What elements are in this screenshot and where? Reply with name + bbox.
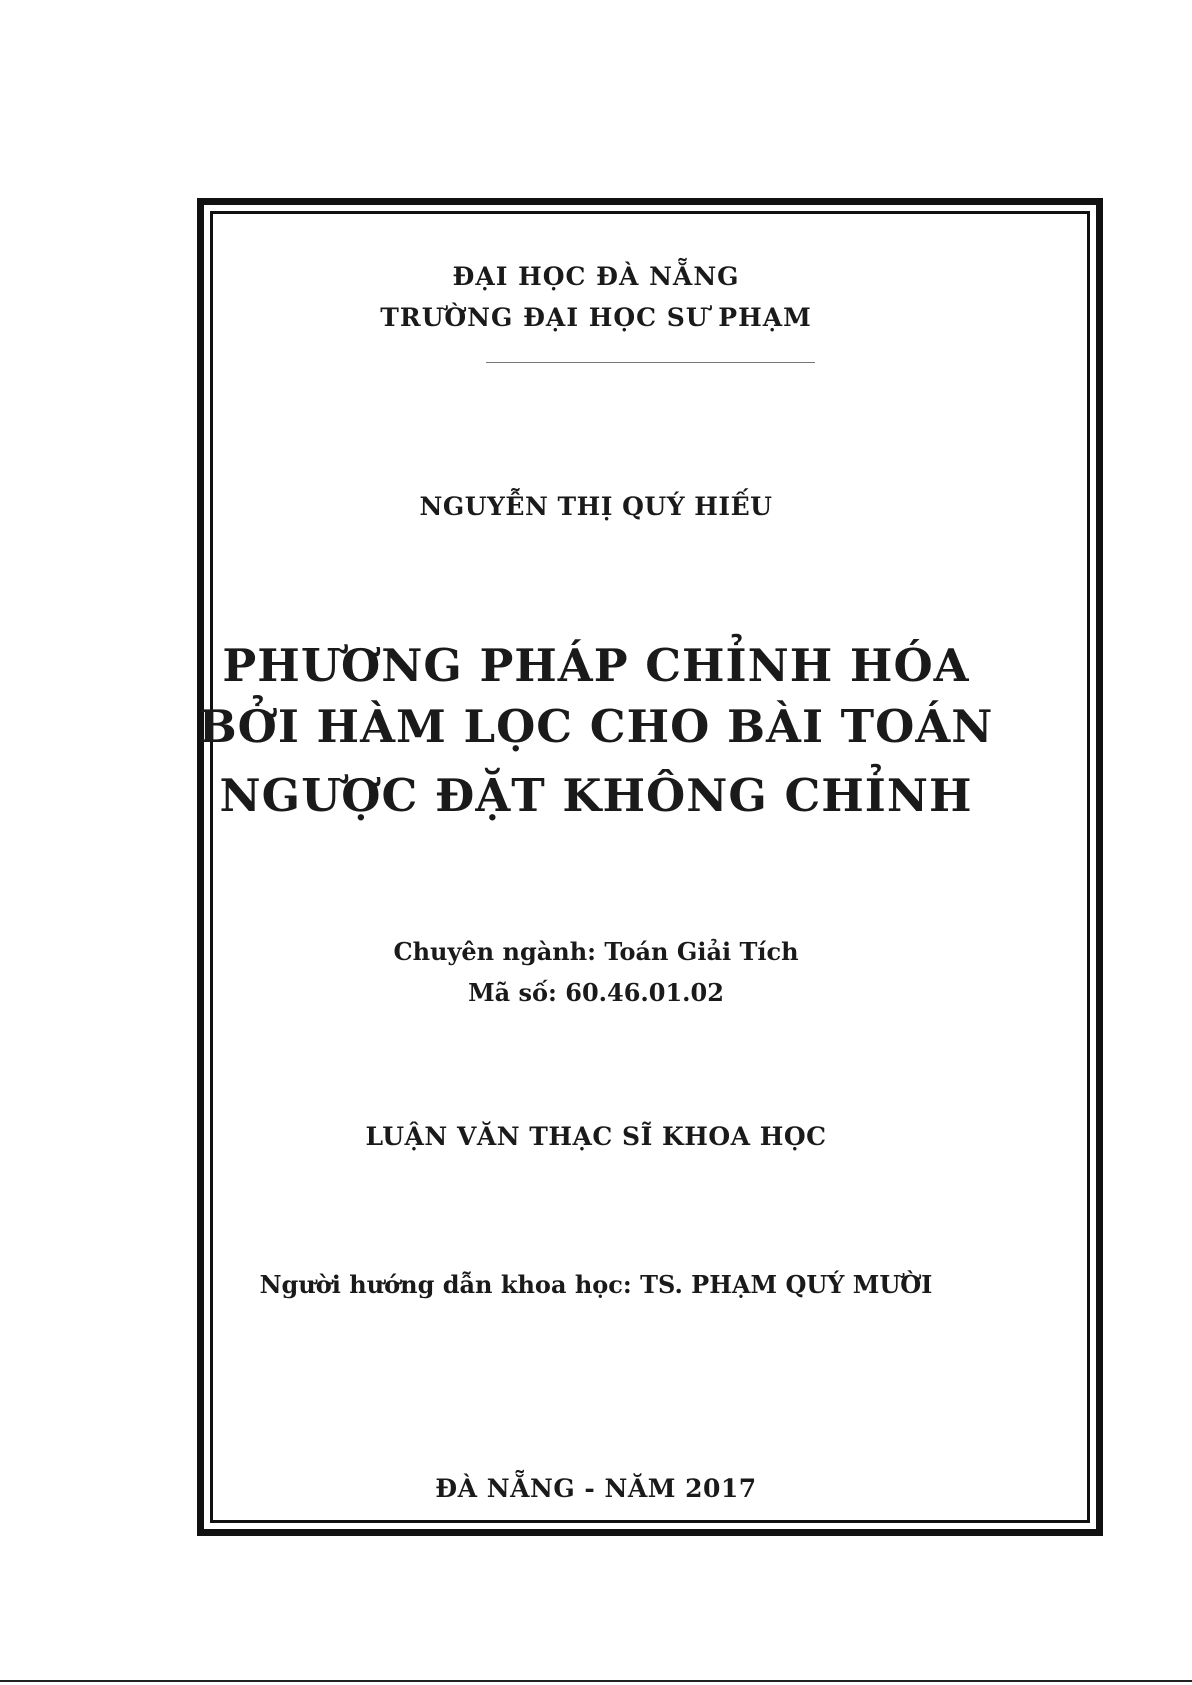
specialization: Chuyên ngành: Toán Giải Tích bbox=[393, 937, 799, 966]
page-border-inner bbox=[210, 211, 1090, 1523]
advisor: Người hướng dẫn khoa học: TS. PHẠM QUÝ MƯỜI bbox=[259, 1270, 933, 1299]
place-and-year: ĐÀ NẴNG - NĂM 2017 bbox=[435, 1474, 757, 1503]
school-name: TRƯỜNG ĐẠI HỌC SƯ PHẠM bbox=[380, 303, 812, 332]
thesis-title-line-3: NGƯỢC ĐẶT KHÔNG CHỈNH bbox=[219, 769, 973, 822]
thesis-title-line-2: BỞI HÀM LỌC CHO BÀI TOÁN bbox=[198, 700, 994, 753]
header-divider bbox=[486, 362, 815, 363]
page-border-outer bbox=[197, 198, 1103, 1536]
thesis-title-line-1: PHƯƠNG PHÁP CHỈNH HÓA bbox=[222, 639, 970, 692]
university-name: ĐẠI HỌC ĐÀ NẴNG bbox=[452, 262, 740, 291]
thesis-type: LUẬN VĂN THẠC SĨ KHOA HỌC bbox=[365, 1122, 827, 1151]
author-name: NGUYỄN THỊ QUÝ HIẾU bbox=[419, 492, 773, 521]
specialization-code: Mã số: 60.46.01.02 bbox=[468, 978, 724, 1007]
page-bottom-edge bbox=[0, 1680, 1192, 1682]
